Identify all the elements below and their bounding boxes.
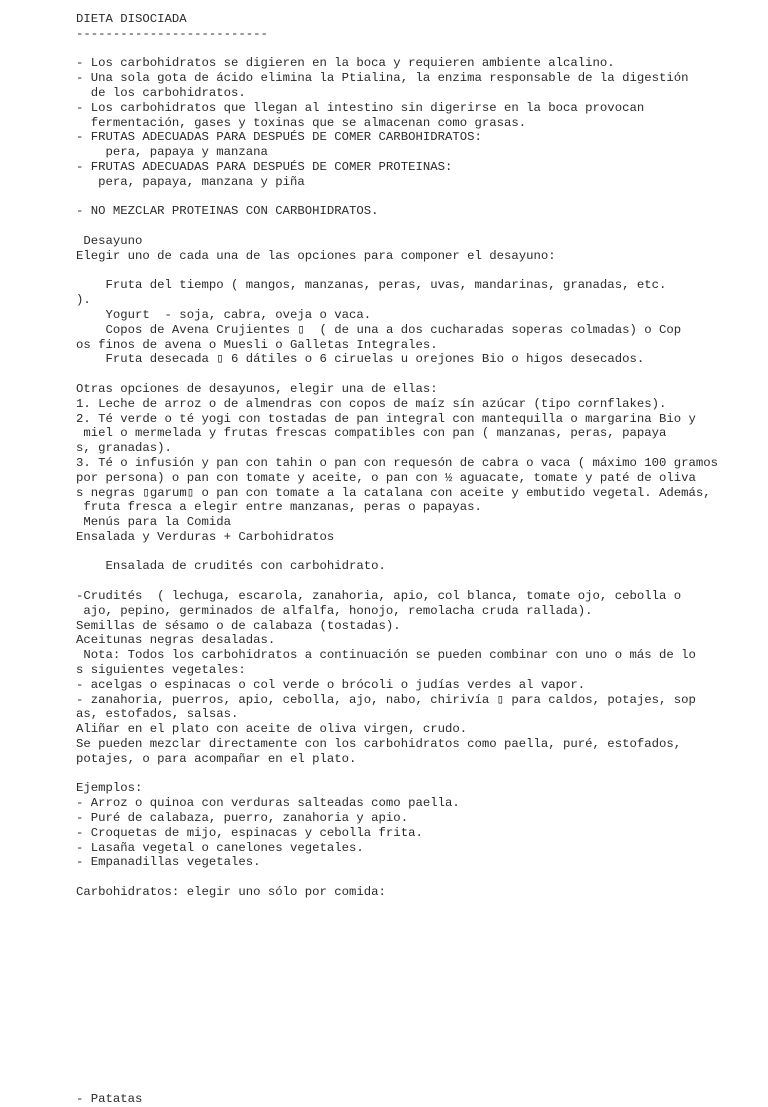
- text-line: Semillas de sésamo o de calabaza (tostadas).: [76, 618, 401, 633]
- text-line: Elegir uno de cada una de las opciones para componer el desayuno:: [76, 248, 556, 263]
- text-line: - Croquetas de mijo, espinacas y cebolla frita.: [76, 825, 423, 840]
- text-line: s siguientes vegetales:: [76, 663, 246, 678]
- text-line: Copos de Avena Crujientes ▯ ( de una a dos cucharadas soperas colmadas) o Cop: [76, 322, 682, 337]
- text-line: fermentación, gases y toxinas que se almacenan como grasas.: [76, 115, 527, 130]
- text-line: Fruta desecada ▯ 6 dátiles o 6 ciruelas u orejones Bio o higos desecados.: [76, 352, 645, 367]
- text-line: Aceitunas negras desaladas.: [76, 633, 276, 648]
- text-line: [76, 944, 756, 959]
- text-line: [76, 545, 756, 560]
- text-line: de los carbohidratos.: [76, 85, 246, 100]
- text-line: [76, 915, 756, 930]
- text-line: [76, 900, 756, 915]
- text-line: ).: [76, 293, 91, 308]
- text-line: Carbohidratos: elegir uno sólo por comida:: [76, 885, 386, 900]
- text-line: [76, 1063, 756, 1078]
- text-line: [76, 190, 756, 205]
- text-line: [76, 929, 756, 944]
- text-line: os finos de avena o Muesli o Galletas Integrales.: [76, 337, 438, 352]
- text-line: - NO MEZCLAR PROTEINAS CON CARBOHIDRATOS.: [76, 204, 379, 219]
- text-line: Aliñar en el plato con aceite de oliva virgen, crudo.: [76, 722, 468, 737]
- text-line: - FRUTAS ADECUADAS PARA DESPUÉS DE COMER CARBOHIDRATOS:: [76, 130, 482, 145]
- text-line: [76, 959, 756, 974]
- text-line: s negras ▯garum▯ o pan con tomate a la catalana con aceite y embutido vegetal. Además,: [76, 485, 711, 500]
- text-line: Otras opciones de desayunos, elegir una de ellas:: [76, 381, 438, 396]
- text-line: 2. Té verde o té yogi con tostadas de pan integral con mantequilla o margarina Bio y: [76, 411, 696, 426]
- text-line: - Una sola gota de ácido elimina la Ptialina, la enzima responsable de la digestión: [76, 71, 689, 86]
- text-line: --------------------------: [76, 26, 268, 41]
- text-line: [76, 219, 756, 234]
- text-line: [76, 767, 756, 782]
- text-line: - Empanadillas vegetales.: [76, 855, 261, 870]
- text-line: - zanahoria, puerros, apio, cebolla, ajo, nabo, chirivía ▯ para caldos, potajes, sop: [76, 692, 696, 707]
- text-line: fruta fresca a elegir entre manzanas, peras o papayas.: [76, 500, 482, 515]
- text-line: Fruta del tiempo ( mangos, manzanas, peras, uvas, mandarinas, granadas, etc.: [76, 278, 667, 293]
- document-body: [76, 12, 756, 1107]
- text-line: - Patatas: [76, 1092, 143, 1107]
- text-line: [76, 264, 756, 279]
- text-line: Menús para la Comida: [76, 515, 231, 530]
- text-line: miel o mermelada y frutas frescas compatibles con pan ( manzanas, peras, papaya: [76, 426, 667, 441]
- text-line: Ejemplos:: [76, 781, 143, 796]
- text-line: Yogurt - soja, cabra, oveja o vaca.: [76, 307, 372, 322]
- text-line: Ensalada de crudités con carbohidrato.: [76, 559, 386, 574]
- text-line: s, granadas).: [76, 441, 172, 456]
- text-line: Desayuno: [76, 233, 143, 248]
- text-line: [76, 870, 756, 885]
- text-line: Se pueden mezclar directamente con los carbohidratos como paella, puré, estofados,: [76, 737, 682, 752]
- text-line: Nota: Todos los carbohidratos a continuación se pueden combinar con uno o más de lo: [76, 648, 696, 663]
- text-line: as, estofados, salsas.: [76, 707, 239, 722]
- text-line: 3. Té o infusión y pan con tahin o pan con requesón de cabra o vaca ( máximo 100 gramos: [76, 455, 719, 470]
- text-line: - Arroz o quinoa con verduras salteadas como paella.: [76, 796, 460, 811]
- text-line: [76, 1077, 756, 1092]
- text-line: - Lasaña vegetal o canelones vegetales.: [76, 840, 364, 855]
- text-line: pera, papaya, manzana y piña: [76, 174, 305, 189]
- text-line: potajes, o para acompañar en el plato.: [76, 751, 357, 766]
- text-line: - FRUTAS ADECUADAS PARA DESPUÉS DE COMER PROTEINAS:: [76, 159, 453, 174]
- text-line: DIETA DISOCIADA: [76, 12, 187, 26]
- text-line: [76, 1033, 756, 1048]
- text-line: -Crudités ( lechuga, escarola, zanahoria, apio, col blanca, tomate ojo, cebolla o: [76, 589, 682, 604]
- text-line: [76, 1018, 756, 1033]
- text-line: [76, 42, 756, 57]
- text-line: [76, 367, 756, 382]
- text-line: [76, 974, 756, 989]
- text-line: [76, 989, 756, 1004]
- text-line: Ensalada y Verduras + Carbohidratos: [76, 529, 335, 544]
- text-line: [76, 1048, 756, 1063]
- text-line: [76, 1003, 756, 1018]
- text-line: [76, 574, 756, 589]
- text-line: - acelgas o espinacas o col verde o brócoli o judías verdes al vapor.: [76, 677, 586, 692]
- text-line: pera, papaya y manzana: [76, 145, 268, 160]
- text-line: por persona) o pan con tomate y aceite, o pan con ½ aguacate, tomate y paté de oliva: [76, 470, 696, 485]
- text-line: ajo, pepino, germinados de alfalfa, honojo, remolacha cruda rallada).: [76, 603, 593, 618]
- text-line: - Los carbohidratos que llegan al intestino sin digerirse en la boca provocan: [76, 100, 645, 115]
- text-line: 1. Leche de arroz o de almendras con copos de maíz sín azúcar (tipo cornflakes).: [76, 396, 667, 411]
- text-line: - Los carbohidratos se digieren en la boca y requieren ambiente alcalino.: [76, 56, 615, 71]
- text-line: - Puré de calabaza, puerro, zanahoria y apio.: [76, 811, 409, 826]
